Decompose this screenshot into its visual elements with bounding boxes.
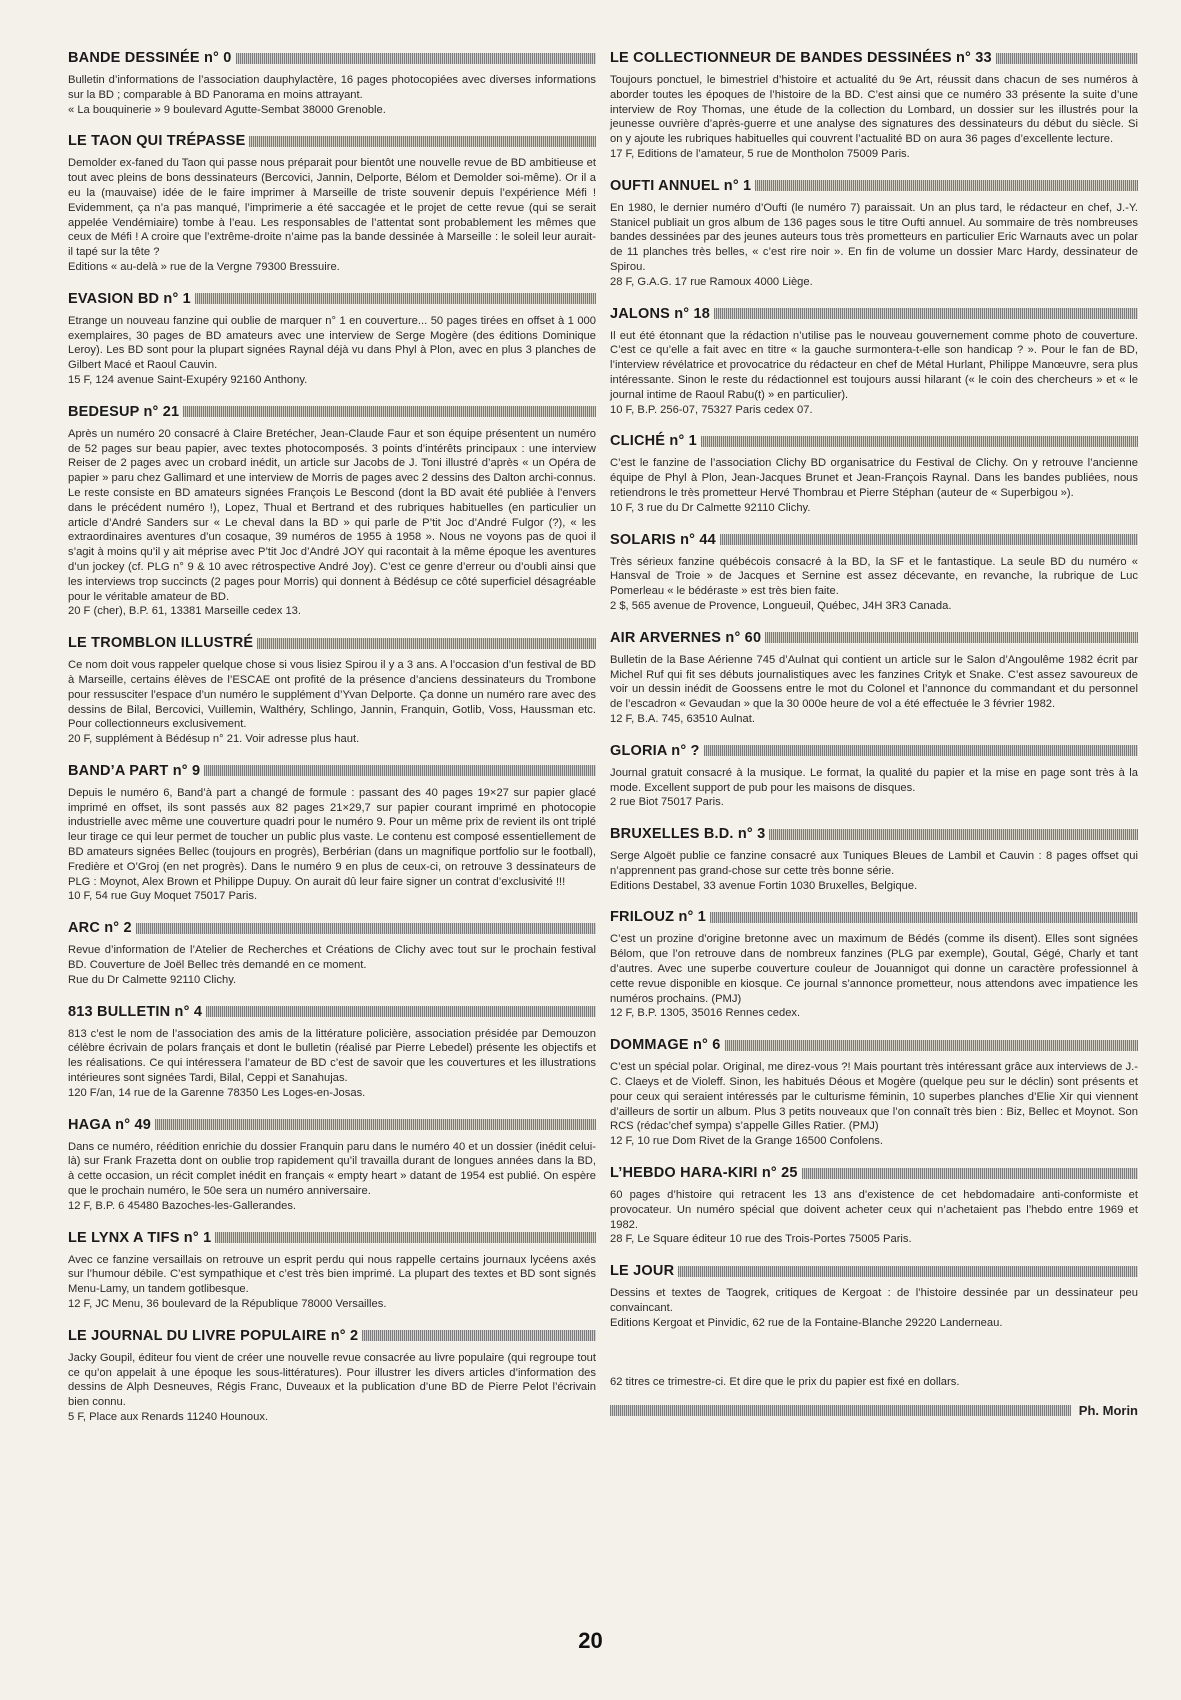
entry-address: 12 F, 10 rue Dom Rivet de la Grange 16500 Confolens. [610,1135,884,1148]
entry-text: 813 c’est le nom de l’association des amis de la littérature policière, association présidée par Demouzon célèbre écrivain de polars français et dont le bulletin (réalisé par Pierre Lebedel) présente les objectifs et les réalisations. Ce qui intéressera l’amateur de BD c’est de savoir que les couvertures et les illustrations intérieures sont signées Tardi, Bilal, Ceppi et Sanahujas. [68,1027,596,1085]
review-entry [68,1115,596,1214]
entry-address: 17 F, Editions de l’amateur, 5 rue de Montholon 75009 Paris. [610,147,910,160]
entry-title: AIR ARVERNES n° 60 [610,629,762,646]
review-entry [68,131,596,274]
title-rule [765,632,1138,643]
entry-address: 20 F (cher), B.P. 61, 13381 Marseille cedex 13. [68,605,301,618]
entry-header [610,628,1138,648]
title-rule [257,638,596,649]
review-entry [610,1261,1138,1330]
review-entry [610,741,1138,810]
entry-header [610,907,1138,927]
review-entry [68,402,596,619]
title-rule [678,1266,1138,1277]
entry-header [610,48,1138,68]
entry-address: 12 F, JC Menu, 36 boulevard de la République 78000 Versailles. [68,1298,387,1311]
review-entry [68,918,596,987]
entry-address: 10 F, B.P. 256-07, 75327 Paris cedex 07. [610,403,813,416]
right-column [610,48,1138,1419]
review-entry [68,633,596,747]
entry-title: LE LYNX A TIFS n° 1 [68,1229,212,1246]
title-rule [720,534,1138,545]
title-rule [714,308,1138,319]
title-rule [769,829,1138,840]
title-rule [802,1168,1138,1179]
entry-address: 12 F, B.P. 1305, 35016 Rennes cedex. [610,1007,801,1020]
entry-header [68,48,596,68]
title-rule [362,1330,596,1341]
entry-title: 813 BULLETIN n° 4 [68,1003,203,1020]
entry-address: 12 F, B.A. 745, 63510 Aulnat. [610,712,755,725]
entry-title: FRILOUZ n° 1 [610,909,706,926]
entry-address: 10 F, 54 rue Guy Moquet 75017 Paris. [68,890,258,903]
entry-header [610,431,1138,451]
review-entry [610,628,1138,727]
entry-title: HAGA n° 49 [68,1116,151,1133]
entry-address: 5 F, Place aux Renards 11240 Hounoux. [68,1411,269,1423]
review-entry [610,907,1138,1021]
entry-title: JALONS n° 18 [610,305,711,322]
entry-title: LE JOUR [610,1263,675,1280]
entry-header [68,289,596,309]
entry-header [610,304,1138,324]
title-rule [204,765,596,776]
review-entry [68,1228,596,1312]
entry-address: 2 $, 565 avenue de Provence, Longueuil, Québec, J4H 3R3 Canada. [610,599,952,612]
entry-text: Avec ce fanzine versaillais on retrouve un esprit perdu qui nous rappelle certains journaux lycéens axés sur l’humour débile. C’est sympathique et c’est très bien imprimé. La plupart des textes et BD sont signés Menu-Lamy, un tandem gotlibesque. [68,1253,596,1296]
entry-address: 2 rue Biot 75017 Paris. [610,796,724,809]
review-entry [68,1002,596,1101]
title-rule [755,180,1138,191]
entry-title: EVASION BD n° 1 [68,290,191,307]
entry-header [68,1326,596,1346]
title-rule [136,923,596,934]
review-entry [610,48,1138,162]
entry-header [610,1261,1138,1281]
title-rule [183,406,596,417]
entry-text: Demolder ex-faned du Taon qui passe nous préparait pour bientôt une nouvelle revue de BD ambitieuse et tout avec pleins de bons dessinateurs (Bercovici, Jannin, Delporte, Bélom et Demolder soi-même). Or il a eu la (mauvaise) idée de le faire imprimer à Marseille de triste souvenir depuis l’expérience Méfi ! Evidemment, ça n’a pas manqué, l’imprimerie a été saccagée et le projet de cette revue (qui se serait appelée Vendémiaire) tombe à l’eau. Les responsables de l’attentat sont probablement les mêmes que ceux de Méfi ! A croire que l’extrême-droite n’aime pas la bande dessinée à Marseille : le soleil leur aurait-il tapé sur la tête ? [68,157,596,259]
entry-address: Editions Kergoat et Pinvidic, 62 rue de la Fontaine-Blanche 29220 Landerneau. [610,1316,1003,1329]
entry-header [68,1115,596,1135]
entry-address: 15 F, 124 avenue Saint-Exupéry 92160 Anthony. [68,373,308,386]
review-entry [610,431,1138,515]
entry-title: BRUXELLES B.D. n° 3 [610,826,766,843]
review-entry [610,176,1138,290]
entry-title: BEDESUP n° 21 [68,403,180,420]
entry-title: LE COLLECTIONNEUR DE BANDES DESSINÉES n° 33 [610,50,992,66]
entry-header [68,131,596,151]
entry-address: 20 F, supplément à Bédésup n° 21. Voir adresse plus haut. [68,733,360,746]
entry-title: DOMMAGE n° 6 [610,1037,721,1054]
entry-text: C’est un spécial polar. Original, me direz-vous ?! Mais pourtant très intéressant grâce aux interviews de J.-C. Claeys et de Violeff. Sinon, les habitués Déous et Mogère (quelque peu sur le déclin) sont présents et pour ceux qui seraient intéressés par le culturisme féminin, 10 superbes planches d’Elie Xir qui viennent d’ailleurs de sortir un album. Plus 3 petits nouveaux que l’on connaît très bien : Biz, Bellec et Moynot. Son RCS (rédac’chef sympa) s’appelle Gilles Ratier. (PMJ) [610,1061,1138,1133]
entry-text: Journal gratuit consacré à la musique. Le format, la qualité du papier et la mise en page sont très à la mode. Excellent support de pub pour les maisons de disques. [610,766,1138,794]
title-rule [704,745,1138,756]
entry-title: LE TROMBLON ILLUSTRÉ [68,635,254,652]
entry-text: C’est un prozine d’origine bretonne avec un maximum de Bédés (comme ils disent). Elles sont signées Bélom, que l’on retrouve dans de nombreux fanzines (PLG par exemple), Goutal, Gégé, Charly et tant d’autres. Avec une superbe couverture couleur de Jouannigot qui donne un caractère professionnel à cette revue disponible en kiosque. Ce journal s’annonce prometteur, nous attendons avec impatience les numéros prochains. (PMJ) [610,933,1138,1005]
entry-text: Après un numéro 20 consacré à Claire Bretécher, Jean-Claude Faur et son équipe présentent un numéro de 52 pages sur beau papier, avec textes photocomposés. 3 points d’intérêts principaux : une interview Reiser de 2 pages avec un crobard inédit, un article sur Jacobs de J. Toni illustré d’après « un Opéra de papier » paru chez Gallimard et une interview de Morris de pages avec 2 dessins des Dalton archi-connus. Le reste consiste en BD amateurs signées François Le Bescond (dont la BD avait été publiée à l’envers dans le précédent numéro !), Lopez, Thual et Bertrand et des rubriques habituelles (en particulier un article d’André Sanders sur « Le cheval dans la BD » qui parle de P’tit Joc d’André Fulgor (?), « les extraordinaires aventures d’un cosaque, 39 numéros de 1955 à 1958 ». Nous ne voyons pas de quoi il s’agit à moins qu’il y ait méprise avec P’tit Joc d’André JOY qui racontait à la même époque les aventures d’un jockey (cf. PLG n° 9 & 10 avec rétrospective André Joy). C’est ce genre d’erreur ou d’oubli ainsi que les interviews trop succincts (2 pages pour Morris) qui donnent à Bédésup ce côté superficiel désagréable pour le véritable amateur de BD. [68,427,596,603]
title-rule [996,53,1138,64]
entry-text: Bulletin de la Base Aérienne 745 d’Aulnat qui contient un article sur le Salon d’Angoulême 1982 écrit par Michel Ruf qui fit ses débuts journalistiques avec les fanzines Crityk et Snake. C’est assez savoureux de voir un dessin inédit de Goossens entre le mot du Colonel et l’annonce du commandant et du personnel de l’escadron « Gevaudan » que la 30 000e heure de vol a été effectuée le 3 février 1982. [610,653,1138,711]
entry-address: « La bouquinerie » 9 boulevard Agutte-Sembat 38000 Grenoble. [68,103,386,116]
review-entry [610,304,1138,418]
entry-text: Etrange un nouveau fanzine qui oublie de marquer n° 1 en couverture... 50 pages tirées en offset à 1 000 exemplaires, 30 pages de BD amateurs avec une interview de Serge Mogère (des éditions Dominique Leroy). Les BD sont pour la plupart signées Raynal déjà vu dans Phyl à Plon, avec en plus 3 planches de Gilbert Macé et Raoul Cauvin. [68,314,596,372]
entry-text: Très sérieux fanzine québécois consacré à la BD, la SF et le fantastique. La seule BD du numéro « Hansval de Troie » de Jacques et Sernine est assez décevante, en revanche, la rubrique de Luc Pomerleau « le bédéraste » est très bien faite. [610,555,1138,598]
entry-title: SOLARIS n° 44 [610,531,716,548]
review-entry [68,761,596,904]
entry-text: Bulletin d’informations de l’association dauphylactère, 16 pages photocopiées avec diverses informations sur la BD ; comparable à BD Panorama en moins attrayant. [68,74,596,101]
entry-header [68,402,596,422]
entry-text: Jacky Goupil, éditeur fou vient de créer une nouvelle revue consacrée au livre populaire (qui regroupe tout ce qu’on appelait à une époque les sous-littératures). Pour illustrer les divers articles d’information des dessins de Alph Desneuves, Régis Franc, Duveaux et la publication d’une BD de Pierre Pelot l’écrivain bien connu. [68,1351,596,1409]
entry-address: 28 F, G.A.G. 17 rue Ramoux 4000 Liège. [610,275,813,288]
review-entry [610,824,1138,893]
closing-note: 62 titres ce trimestre-ci. Et dire que le prix du papier est fixé en dollars. [610,1375,960,1388]
entry-text: Ce nom doit vous rappeler quelque chose si vous lisiez Spirou il y a 3 ans. A l’occasion d’un festival de BD à Marseille, certains élèves de l’ESCAE ont profité de la présence d’anciens dessinateurs du Trombone pour ressusciter l’espace d’un numéro le supplément d’Yvan Delporte. Ça donne un numéro rare avec des dessins de Bilal, Bercovici, Vuillemin, Walthéry, Schlingo, Jannin, Franquin, Gotlib, Voss, Haussman etc. Pour collectionneurs exclusivement. [68,659,596,731]
entry-text: Dessins et textes de Taogrek, critiques de Kergoat : de l’histoire dessinée par un dessinateur peu convaincant. [610,1287,1138,1315]
title-rule [725,1040,1138,1051]
entry-text: C’est le fanzine de l’association Clichy BD organisatrice du Festival de Clichy. On y retrouve l’ancienne équipe de Phyl à Plon, Jean-Jacques Brunet et Jean-François Raynal. Dans les bandes publiées, nous retiendrons le très prometteur Hervé Thombrau et Pierre Stéphan (auteur de « Superbigou »). [610,457,1138,499]
entry-header [610,1035,1138,1055]
page-number: 20 [578,1628,603,1653]
title-rule [701,436,1138,447]
entry-address: Rue du Dr Calmette 92110 Clichy. [68,973,237,986]
entry-text: Dans ce numéro, réédition enrichie du dossier Franquin paru dans le numéro 40 et un dossier (inédit celui-là) sur Frank Frazetta dont on oublie trop rapidement qu’il travailla durant de longues années dans la BD, à cette occasion, un récit complet inédit en français « empty heart » datant de 1954 est publié. On espère que le prochain numéro, le 50e sera un numéro anniversaire. [68,1140,596,1198]
left-column [68,48,596,1439]
entry-address: 10 F, 3 rue du Dr Calmette 92110 Clichy. [610,501,811,514]
entry-address: 120 F/an, 14 rue de la Garenne 78350 Les Loges-en-Josas. [68,1086,366,1099]
entry-title: BANDE DESSINÉE n° 0 [68,50,232,66]
review-entry [610,530,1138,614]
entry-text: 60 pages d’histoire qui retracent les 13 ans d’existence de cet hebdomadaire anti-conformiste et provocateur. Un numéro spécial que doivent acheter ceux qui n’achetaient pas l’hebdo entre 1969 et 1982. [610,1189,1138,1231]
entry-title: OUFTI ANNUEL n° 1 [610,177,752,194]
entry-title: LE TAON QUI TRÉPASSE [68,133,246,150]
entry-header [68,633,596,653]
entry-title: BAND’A PART n° 9 [68,762,201,779]
entry-title: ARC n° 2 [68,920,132,937]
entry-header [610,741,1138,761]
entry-header [68,918,596,938]
title-rule [195,293,596,304]
review-entry [610,1163,1138,1247]
entry-header [68,1002,596,1022]
entry-header [610,824,1138,844]
signature-line [610,1401,1138,1419]
entry-header [68,1228,596,1248]
review-entry [68,48,596,117]
entry-text: Serge Algoët publie ce fanzine consacré aux Tuniques Bleues de Lambil et Cauvin : 8 pages offset qui n’apprennent pas grand-chose sur cette très bonne série. [610,850,1138,877]
review-entry [610,1035,1138,1149]
entry-address: 28 F, Le Square éditeur 10 rue des Trois-Portes 75005 Paris. [610,1233,912,1246]
entry-title: CLICHÉ n° 1 [610,433,697,450]
entry-address: 12 F, B.P. 6 45480 Bazoches-les-Gallerandes. [68,1199,297,1212]
entry-text: Toujours ponctuel, le bimestriel d’histoire et actualité du 9e Art, réussit dans chacun de ses numéros à aborder toutes les époques de l’histoire de la BD. C’est ainsi que ce numéro 33 présente la suite d’une interview de Roy Thomas, une étude de la collection du Lombard, un dossier sur les illustrés pour la jeunesse ouvrière d’après-guerre et une analyse des signatures des dessinateurs du début du siècle. Si on y ajoute les rubriques habituelles qui couvrent l’actualité BD on aura 36 pages d’excellente lecture. [610,74,1138,146]
signature-rule [610,1405,1071,1416]
title-rule [215,1232,596,1243]
entry-header [610,1163,1138,1183]
entry-header [610,530,1138,550]
entry-text: Il eut été étonnant que la rédaction n’utilise pas le nouveau gouvernement comme photo de couverture. C’est ce qu’elle a fait avec en titre « la gauche surmontera-t-elle son handicap ? ». Pour le fan de BD, l’interview révélatrice et provocatrice du rédacteur en chef de Métal Hurlant, Philippe Manœuvre, sera plus intéressante. Sinon le reste du rédactionnel est toujours aussi hilarant (« le coin des chercheurs » et « le journal intime de Raoul Rabu(t) » en particulier). [610,329,1138,401]
entry-text: Revue d’information de l’Atelier de Recherches et Créations de Clichy avec tout sur le prochain festival BD. Couverture de Joël Bellec très demandé en ce moment. [68,944,596,972]
entry-header [610,176,1138,196]
entry-text: Depuis le numéro 6, Band’à part a changé de formule : passant des 40 pages 19×27 sur papier glacé imprimé en offset, ils sont passés aux 82 pages 21×29,7 sur papier courant imprimé en photocopie industrielle avec même une couverture quadri pour le numéro 9. Pour un même prix de revient ils ont triplé leur tirage ce qui leur permet de toucher un public plus vaste. Le contenu est composé essentiellement de BD amateurs signées Bellec (toujours en progrès), Berbérian (dans un magnifique portfolio sur le football), Fredière et O’Groj (en net progrès). Dans le numéro 9 en plus de ceux-ci, on retrouve 3 dessinateurs de PLG : Moynot, Alex Brown et Philippe Dupuy. On aurait dû leur faire signer un contrat d’exclusivité !!! [68,786,596,888]
title-rule [236,53,597,64]
entry-title: L’HEBDO HARA-KIRI n° 25 [610,1165,798,1182]
review-entry [68,289,596,388]
entry-address: Editions Destabel, 33 avenue Fortin 1030 Bruxelles, Belgique. [610,879,918,892]
title-rule [155,1119,596,1130]
entry-title: GLORIA n° ? [610,742,700,759]
entry-text: En 1980, le dernier numéro d’Oufti (le numéro 7) paraissait. Un an plus tard, le rédacteur en chef, J.-Y. Stanicel publiait un gros album de 136 pages sous le titre Oufti annuel. Au sommaire de très nombreuses bandes dessinées par des jeunes auteurs tous très prometteurs en particulier Eric Warnauts avec un polar de 11 planches très belles, « c’est rire noir ». En fin de volume un dossier Marc Hardy, dessinateur de Spirou. [610,201,1138,273]
review-entry [68,1326,596,1425]
title-rule [710,912,1138,923]
entry-title: LE JOURNAL DU LIVRE POPULAIRE n° 2 [68,1327,359,1344]
title-rule [249,136,596,147]
entry-header [68,761,596,781]
author-signature: Ph. Morin [1078,1402,1138,1418]
entry-address: Editions « au-delà » rue de la Vergne 79300 Bressuire. [68,260,340,273]
title-rule [206,1006,596,1017]
